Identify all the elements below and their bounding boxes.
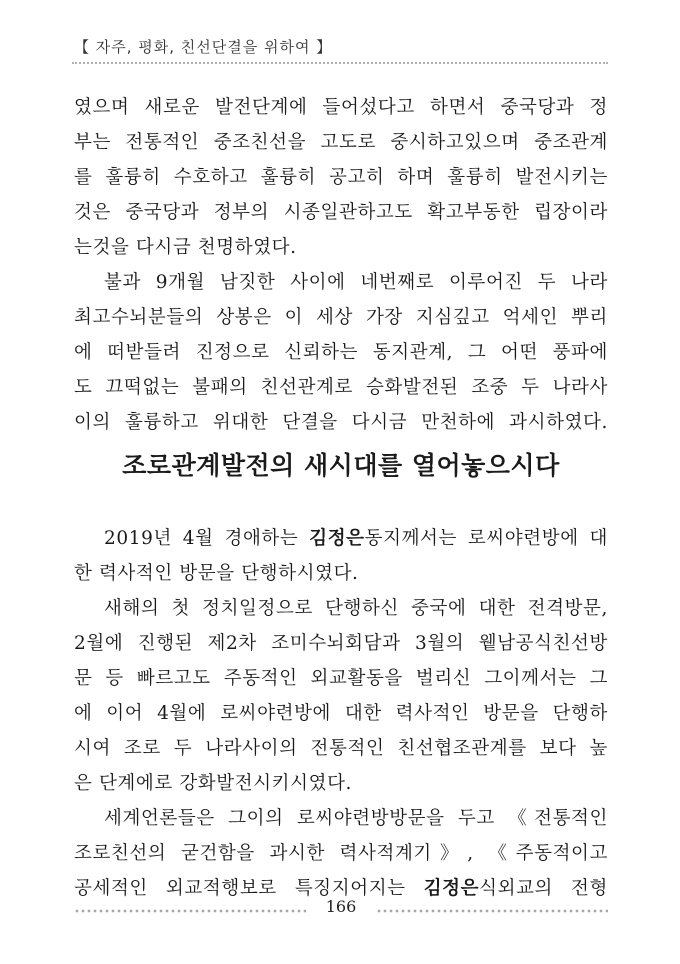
leader-name-bold: 김정은 bbox=[423, 878, 480, 899]
text-line: 부는 전통적인 중조친선을 고도로 중시하고있으며 중조관계 bbox=[74, 132, 608, 153]
text-line bbox=[74, 521, 608, 556]
text-line: 새해의 첫 정치일정으로 단행하신 중국에 대한 전격방문, bbox=[104, 598, 608, 619]
text-span: 동지께서는 로씨야련방에 대 bbox=[364, 528, 608, 549]
leader-name-bold: 김정은 bbox=[309, 528, 365, 549]
text-line: 도 끄떡없는 불패의 친선관계로 승화발전된 조중 두 나라사 bbox=[74, 377, 608, 398]
text-line: 이의 훌륭하고 위대한 단결을 다시금 만천하에 과시하였다. bbox=[74, 412, 608, 433]
text-line: 였으며 새로운 발전단계에 들어섰다고 하면서 중국당과 정 bbox=[74, 97, 608, 118]
text-line: 2월에 진행된 제2차 조미수뇌회담과 3월의 윁남공식친선방 bbox=[74, 633, 608, 654]
header-divider bbox=[72, 62, 608, 64]
footer-divider-left bbox=[74, 908, 306, 914]
text-line: 에 이어 4월에 로씨야련방에 대한 력사적인 방문을 단행하 bbox=[74, 703, 608, 724]
paragraph-1 bbox=[74, 90, 608, 440]
text-line: 세계언론들은 그이의 로씨야련방방문을 두고 《전통적인 bbox=[104, 808, 608, 829]
text-line: 시여 조로 두 나라사이의 전통적인 친선협조관계를 보다 높 bbox=[74, 738, 608, 759]
text-line: 은 단계에로 강화발전시키시였다. bbox=[74, 773, 353, 794]
text-line: 한 력사적인 방문을 단행하시였다. bbox=[74, 563, 359, 584]
text-line: 를 훌륭히 수호하고 훌륭히 공고히 하며 훌륭히 발전시키는 bbox=[74, 167, 608, 188]
footer-divider-right bbox=[376, 908, 608, 914]
text-line: 것은 중국당과 정부의 시종일관하고도 확고부동한 립장이라 bbox=[74, 202, 608, 223]
page-number: 166 bbox=[325, 897, 357, 916]
text-span: 2019년 4월 경애하는 bbox=[104, 528, 310, 549]
paragraph-3-to-5 bbox=[74, 521, 608, 906]
text-line: 조로친선의 굳건함을 과시한 력사적계기》, 《주동적이고 bbox=[74, 843, 608, 864]
text-span: 식외교의 전형 bbox=[479, 878, 609, 899]
text-line: 불과 9개월 남짓한 사이에 네번째로 이루어진 두 나라 bbox=[104, 272, 608, 293]
text-line: 문 등 빠르고도 주동적인 외교활동을 벌리신 그이께서는 그 bbox=[74, 668, 608, 689]
running-header: 【 자주, 평화, 친선단결을 위하여 】 bbox=[74, 38, 333, 56]
text-line: 에 떠받들려 진정으로 신뢰하는 동지관계, 그 어떤 풍파에 bbox=[74, 342, 608, 363]
text-line: 는것을 다시금 천명하였다. bbox=[74, 237, 297, 258]
section-heading: 조로관계발전의 새시대를 열어놓으시다 bbox=[122, 451, 560, 480]
text-line: 최고수뇌분들의 상봉은 이 세상 가장 지심깊고 억세인 뿌리 bbox=[74, 307, 608, 328]
text-span: 공세적인 외교적행보로 특징지어지는 bbox=[74, 878, 424, 899]
